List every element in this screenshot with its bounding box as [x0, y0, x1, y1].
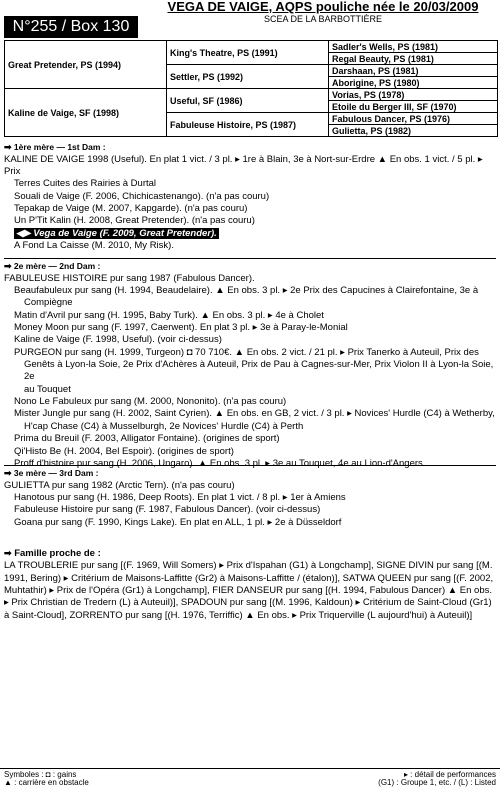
foal-line: Tepakap de Vaige (M. 2007, Kapgarde). (n'a pas couru) — [14, 203, 248, 215]
legend-performances: ▸ : détail de performances — [403, 770, 496, 779]
first-dam-record-cont: Terres Cuites des Rairies à Durtal — [14, 178, 157, 190]
pedigree-sire-dam: Settler, PS (1992) — [167, 65, 329, 89]
progeny-line: Mister Jungle pur sang (H. 2002, Saint Cyrien). ▲ En obs. en GB, 2 vict. / 3 pl. ▸ Novices' Hurdle (C4) à Wetherby, — [14, 408, 495, 420]
second-dam-heading: ➡ 2e mère — 2nd Dam : — [4, 261, 101, 271]
footer-legend — [0, 768, 500, 787]
family-text: LA TROUBLERIE pur sang [(F. 1969, Will Somers) ▸ Prix d'Ispahan (G1) à Longchamp], SIGNE DIVIN pur sang [(M. 1991, Bering) ▸ Critérium de Maisons-Laffitte (Gr2) à Maisons-Laffitte / (étalon)], SATWA QUEEN pur sang [(F. 2002, Muhtathir) ▸ Prix de l'Opéra (Gr1) à Longchamp], FIER DANSEUR pur sang [(H. 1994, Fabulous Dancer) ▲ En obs. ▸ Prix Christian de Tredern (L) à Auteuil)], SPADOUN pur sang [(M. 1996, Kaldoun) ▸ Critérium de Saint-Cloud (Gr1) à Saint-Cloud], ZORRENTO pur sang [(H. 1976, Terriffic) ▲ En obs. ▸ Prix Triquerville (L aujourd'hui) à Auteuil)] — [4, 560, 494, 621]
foal-line: Souali de Vaige (F. 2006, Chichicastenango). (n'a pas couru) — [14, 190, 270, 202]
second-dam-lines — [4, 273, 496, 471]
horse-title: VEGA DE VAIGE, AQPS pouliche née le 20/03/2009 — [167, 0, 479, 14]
offered-foal-highlight: ◀▶ Vega de Vaige (F. 2009, Great Pretender). — [16, 227, 217, 239]
pedigree-dam-sire: Useful, SF (1986) — [167, 89, 329, 113]
first-dam-heading: ➡ 1ère mère — 1st Dam : — [4, 142, 106, 152]
progeny-line: Nono Le Fabuleux pur sang (M. 2000, Nononito). (n'a pas couru) — [14, 396, 287, 408]
progeny-line: Hanotous pur sang (H. 1986, Deep Roots). En plat 1 vict. / 8 pl. ▸ 1er à Amiens — [14, 492, 346, 504]
pedigree-table — [4, 40, 498, 137]
progeny-line: Beaufabuleux pur sang (H. 1994, Beaudelaire). ▲ En obs. 3 pl. ▸ 2e Prix des Capucines à Clairefontaine, 3e à — [14, 285, 479, 297]
legend-groups: (G1) : Groupe 1, etc. / (L) : Listed — [378, 778, 496, 787]
progeny-line: Compiègne — [24, 297, 73, 309]
breeder-name: SCEA DE LA BARBOTTIÈRE — [263, 14, 383, 24]
progeny-line: Genêts à Lyon-la Soie, 2e Prix d'Achères à Auteuil, Prix de Pau à Cagnes-sur-Mer, Prix Violon II à Lyon-la Soie, 2e — [24, 359, 494, 383]
pedigree-gen3-7: Fabulous Dancer, PS (1976) — [329, 113, 498, 125]
second-dam-section — [4, 261, 496, 470]
first-dam-last-foal: A Fond La Caisse (M. 2010, My Risk). — [14, 240, 174, 252]
pedigree-gen3-4: Aborigine, PS (1980) — [329, 77, 498, 89]
family-section — [4, 548, 496, 622]
first-dam-record: KALINE DE VAIGE 1998 (Useful). En plat 1 vict. / 3 pl. ▸ 1re à Blain, 3e à Nort-sur-Erdre ▲ En obs. 1 vict. / 5 pl. ▸ Prix — [4, 153, 483, 178]
first-dam-section — [4, 142, 496, 252]
legend-gains: Symboles : ◘ : gains — [4, 770, 77, 779]
arrow-right-icon: ➡ — [4, 468, 12, 478]
pedigree-dam-dam: Fabuleuse Histoire, PS (1987) — [167, 113, 329, 137]
family-heading: ➡ Famille proche de : — [4, 548, 101, 559]
section-divider — [4, 258, 496, 259]
pedigree-sire: Great Pretender, PS (1994) — [5, 41, 167, 89]
pedigree-gen3-5: Vorias, PS (1978) — [329, 89, 498, 101]
arrow-right-icon: ➡ — [4, 548, 12, 558]
progeny-line: Kaline de Vaige (F. 1998, Useful). (voir ci-dessus) — [14, 334, 222, 346]
progeny-line: Matin d'Avril pur sang (H. 1995, Baby Turk). ▲ En obs. 3 pl. ▸ 4e à Cholet — [14, 309, 324, 321]
third-dam-lines — [4, 480, 496, 529]
pedigree-sire-sire: King's Theatre, PS (1991) — [167, 41, 329, 65]
progeny-line: PURGEON pur sang (H. 1999, Turgeon) ◘ 70 710€. ▲ En obs. 2 vict. / 21 pl. ▸ Prix Tanerko à Auteuil, Prix des — [14, 346, 479, 358]
pedigree-gen3-1: Sadler's Wells, PS (1981) — [329, 41, 498, 53]
progeny-line: GULIETTA pur sang 1982 (Arctic Tern). (n'a pas couru) — [4, 479, 235, 491]
progeny-line: H'cap Chase (C4) à Musselburgh, 2e Novices' Hurdle (C4) à Perth — [24, 420, 304, 432]
progeny-line: FABULEUSE HISTOIRE pur sang 1987 (Fabulous Dancer). — [4, 272, 255, 284]
pedigree-dam: Kaline de Vaige, SF (1998) — [5, 89, 167, 137]
lot-number-box: N°255 / Box 130 — [4, 16, 138, 38]
progeny-line: Proff d'histoire pur sang (H. 2006, Ungaro). ▲ En obs. 3 pl. ▸ 3e au Touquet, 4e au Lion-d'Angers — [14, 457, 423, 469]
arrow-right-icon: ➡ — [4, 142, 12, 152]
third-dam-heading: ➡ 3e mère — 3rd Dam : — [4, 468, 99, 478]
pedigree-gen3-2: Regal Beauty, PS (1981) — [329, 53, 498, 65]
progeny-line: Money Moon pur sang (F. 1997, Caerwent). En plat 3 pl. ▸ 3e à Paray-le-Monial — [14, 322, 348, 334]
progeny-line: Qi'Histo Be (H. 2004, Bel Espoir). (origines de sport) — [14, 445, 234, 457]
pedigree-gen3-3: Darshaan, PS (1981) — [329, 65, 498, 77]
pedigree-gen3-8: Gulietta, PS (1982) — [329, 125, 498, 137]
pedigree-gen3-6: Etoile du Berger III, SF (1970) — [329, 101, 498, 113]
legend-obstacle: ▲ : carrière en obstacle — [4, 778, 89, 787]
foal-line: Un P'Tit Kalin (H. 2008, Great Pretender). (n'a pas couru) — [14, 215, 255, 227]
progeny-line: Goana pur sang (F. 1990, Kings Lake). En plat en ALL, 1 pl. ▸ 2e à Düsseldorf — [14, 516, 342, 528]
third-dam-section — [4, 468, 496, 529]
first-dam-foals — [4, 191, 496, 228]
progeny-line: Prima du Breuil (F. 2003, Alligator Fontaine). (origines de sport) — [14, 433, 280, 445]
section-divider — [4, 465, 496, 466]
progeny-line: Fabuleuse Histoire pur sang (F. 1987, Fabulous Dancer). (voir ci-dessus) — [14, 504, 321, 516]
arrow-right-icon: ➡ — [4, 261, 12, 271]
progeny-line: au Touquet — [24, 383, 71, 395]
